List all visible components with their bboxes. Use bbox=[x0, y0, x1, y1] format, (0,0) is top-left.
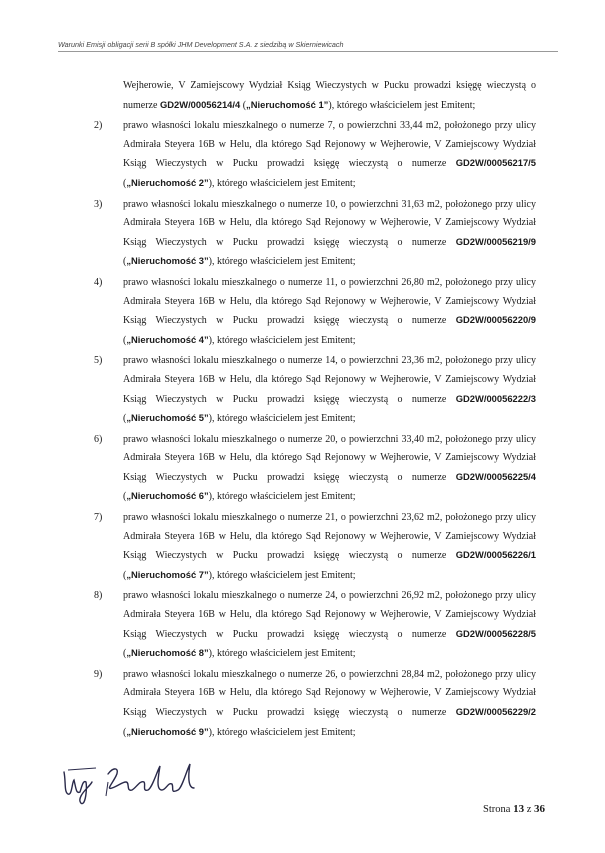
page-label: Strona bbox=[483, 804, 511, 815]
handwritten-signature-icon bbox=[56, 752, 216, 807]
item-text-body: prawo własności lokalu mieszkalnego o numerze 21, o powierzchni 23,62 m2, położonego przy ulicy Admirała Steyera 16B w Helu, dla którego Sąd Rejonowy w Wejherowie, V Zamiejscowy Wydział Ksiąg Wieczystych w Pucku prowadzi księgę wieczystą o numerze bbox=[123, 512, 536, 562]
land-register-number: GD2W/00056225/4 bbox=[455, 470, 536, 482]
item-text-body: prawo własności lokalu mieszkalnego o numerze 10, o powierzchni 31,63 m2, położonego przy ulicy Admirała Steyera 16B w Helu, dla którego Sąd Rejonowy w Wejherowie, V Zamiejscowy Wydział Ksiąg Wieczystych w Pucku prowadzi księgę wieczystą o numerze bbox=[123, 198, 536, 248]
list-item-text bbox=[123, 666, 536, 742]
property-list bbox=[94, 117, 536, 742]
land-register-number: GD2W/00056217/5 bbox=[455, 157, 536, 169]
item-text-end: ), którego właścicielem jest Emitent; bbox=[208, 491, 356, 503]
list-item-number: 6) bbox=[94, 433, 103, 445]
property-label: „Nieruchomość 8” bbox=[126, 647, 209, 659]
list-item bbox=[94, 117, 536, 193]
item-text-body: prawo własności lokalu mieszkalnego o numerze 7, o powierzchni 33,44 m2, położonego przy ulicy Admirała Steyera 16B w Helu, dla którego Sąd Rejonowy w Wejherowie, V Zamiejscowy Wydział Ksiąg Wieczystych w Pucku prowadzi księgę wieczystą o numerze bbox=[123, 120, 536, 170]
paren-open: ( bbox=[123, 177, 127, 189]
list-item bbox=[94, 666, 536, 742]
item-text-body: prawo własności lokalu mieszkalnego o numerze 24, o powierzchni 26,92 m2, położonego przy ulicy Admirała Steyera 16B w Helu, dla którego Sąd Rejonowy w Wejherowie, V Zamiejscowy Wydział Ksiąg Wieczystych w Pucku prowadzi księgę wieczystą o numerze bbox=[123, 590, 536, 640]
continued-text-end: ), którego właścicielem jest Emitent; bbox=[328, 99, 476, 111]
list-item bbox=[94, 196, 536, 272]
item-text-end: ), którego właścicielem jest Emitent; bbox=[208, 569, 356, 581]
property-label: „Nieruchomość 1” bbox=[246, 98, 329, 110]
list-item-number: 3) bbox=[94, 198, 103, 210]
item-text-end: ), którego właścicielem jest Emitent; bbox=[208, 648, 356, 660]
list-item bbox=[94, 274, 536, 350]
land-register-number: GD2W/00056214/4 bbox=[159, 98, 241, 110]
list-item-text bbox=[123, 117, 536, 193]
property-label: „Nieruchomość 7” bbox=[126, 568, 209, 580]
list-item-text bbox=[123, 509, 536, 585]
land-register-number: GD2W/00056220/9 bbox=[455, 314, 536, 326]
paren-open: ( bbox=[123, 491, 127, 503]
list-item-number: 8) bbox=[94, 590, 103, 602]
continued-paragraph bbox=[123, 77, 536, 115]
property-label: „Nieruchomość 3” bbox=[126, 255, 209, 267]
list-item-number: 9) bbox=[94, 668, 103, 680]
paren-open: ( bbox=[123, 256, 127, 268]
list-item-number: 2) bbox=[94, 120, 103, 132]
list-item-number: 7) bbox=[94, 512, 103, 524]
page-current: 13 bbox=[513, 803, 525, 815]
paren-open: ( bbox=[123, 569, 127, 581]
land-register-number: GD2W/00056226/1 bbox=[455, 549, 536, 561]
list-item bbox=[94, 352, 536, 428]
item-text-end: ), którego właścicielem jest Emitent; bbox=[208, 177, 356, 189]
item-text-end: ), którego właścicielem jest Emitent; bbox=[208, 256, 356, 268]
item-text-end: ), którego właścicielem jest Emitent; bbox=[208, 334, 356, 346]
page-total: 36 bbox=[534, 803, 545, 815]
list-item-text bbox=[123, 352, 536, 428]
land-register-number: GD2W/00056228/5 bbox=[455, 627, 536, 639]
property-label: „Nieruchomość 9” bbox=[126, 725, 209, 737]
item-text-body: prawo własności lokalu mieszkalnego o numerze 20, o powierzchni 33,40 m2, położonego przy ulicy Admirała Steyera 16B w Helu, dla którego Sąd Rejonowy w Wejherowie, V Zamiejscowy Wydział Ksiąg Wieczystych w Pucku prowadzi księgę wieczystą o numerze bbox=[123, 433, 536, 483]
property-label: „Nieruchomość 5” bbox=[126, 412, 209, 424]
list-item-number: 4) bbox=[94, 276, 103, 288]
paren-open: ( bbox=[240, 99, 247, 111]
list-item-text bbox=[123, 196, 536, 272]
item-text-body: prawo własności lokalu mieszkalnego o numerze 11, o powierzchni 26,80 m2, położonego przy ulicy Admirała Steyera 16B w Helu, dla którego Sąd Rejonowy w Wejherowie, V Zamiejscowy Wydział Ksiąg Wieczystych w Pucku prowadzi księgę wieczystą o numerze bbox=[123, 276, 536, 327]
item-text-body: prawo własności lokalu mieszkalnego o numerze 26, o powierzchni 28,84 m2, położonego przy ulicy Admirała Steyera 16B w Helu, dla którego Sąd Rejonowy w Wejherowie, V Zamiejscowy Wydział Ksiąg Wieczystych w Pucku prowadzi księgę wieczystą o numerze bbox=[123, 668, 536, 718]
header-divider bbox=[58, 51, 558, 52]
continued-text: Wejherowie, V Zamiejscowy Wydział Ksiąg Wieczystych w Pucku prowadzi księgę wieczystą o numerze bbox=[123, 80, 536, 111]
paren-open: ( bbox=[123, 334, 127, 346]
list-item bbox=[94, 431, 536, 507]
land-register-number: GD2W/00056229/2 bbox=[455, 706, 536, 717]
running-header: Warunki Emisji obligacji serii B spółki JHM Development S.A. z siedzibą w Skierniewicach bbox=[58, 40, 344, 49]
list-item bbox=[94, 509, 536, 585]
paren-open: ( bbox=[123, 648, 127, 660]
page-separator: z bbox=[526, 804, 532, 815]
item-text-body: prawo własności lokalu mieszkalnego o numerze 14, o powierzchni 23,36 m2, położonego przy ulicy Admirała Steyera 16B w Helu, dla którego Sąd Rejonowy w Wejherowie, V Zamiejscowy Wydział Ksiąg Wieczystych w Pucku prowadzi księgę wieczystą o numerze bbox=[123, 355, 536, 405]
property-label: „Nieruchomość 6” bbox=[126, 490, 209, 502]
property-label: „Nieruchomość 4” bbox=[126, 333, 209, 345]
list-item bbox=[94, 587, 536, 663]
list-item-text bbox=[123, 431, 536, 507]
property-label: „Nieruchomość 2” bbox=[126, 176, 209, 188]
item-text-end: ), którego właścicielem jest Emitent; bbox=[208, 726, 356, 738]
list-item-text bbox=[123, 587, 536, 663]
list-item-text bbox=[123, 274, 536, 350]
page-number bbox=[483, 803, 545, 815]
land-register-number: GD2W/00056222/3 bbox=[455, 392, 536, 404]
paren-open: ( bbox=[123, 413, 127, 425]
document-body bbox=[94, 77, 536, 742]
paren-open: ( bbox=[123, 726, 127, 738]
list-item-number: 5) bbox=[94, 355, 103, 367]
item-text-end: ), którego właścicielem jest Emitent; bbox=[208, 413, 356, 425]
land-register-number: GD2W/00056219/9 bbox=[455, 235, 536, 247]
